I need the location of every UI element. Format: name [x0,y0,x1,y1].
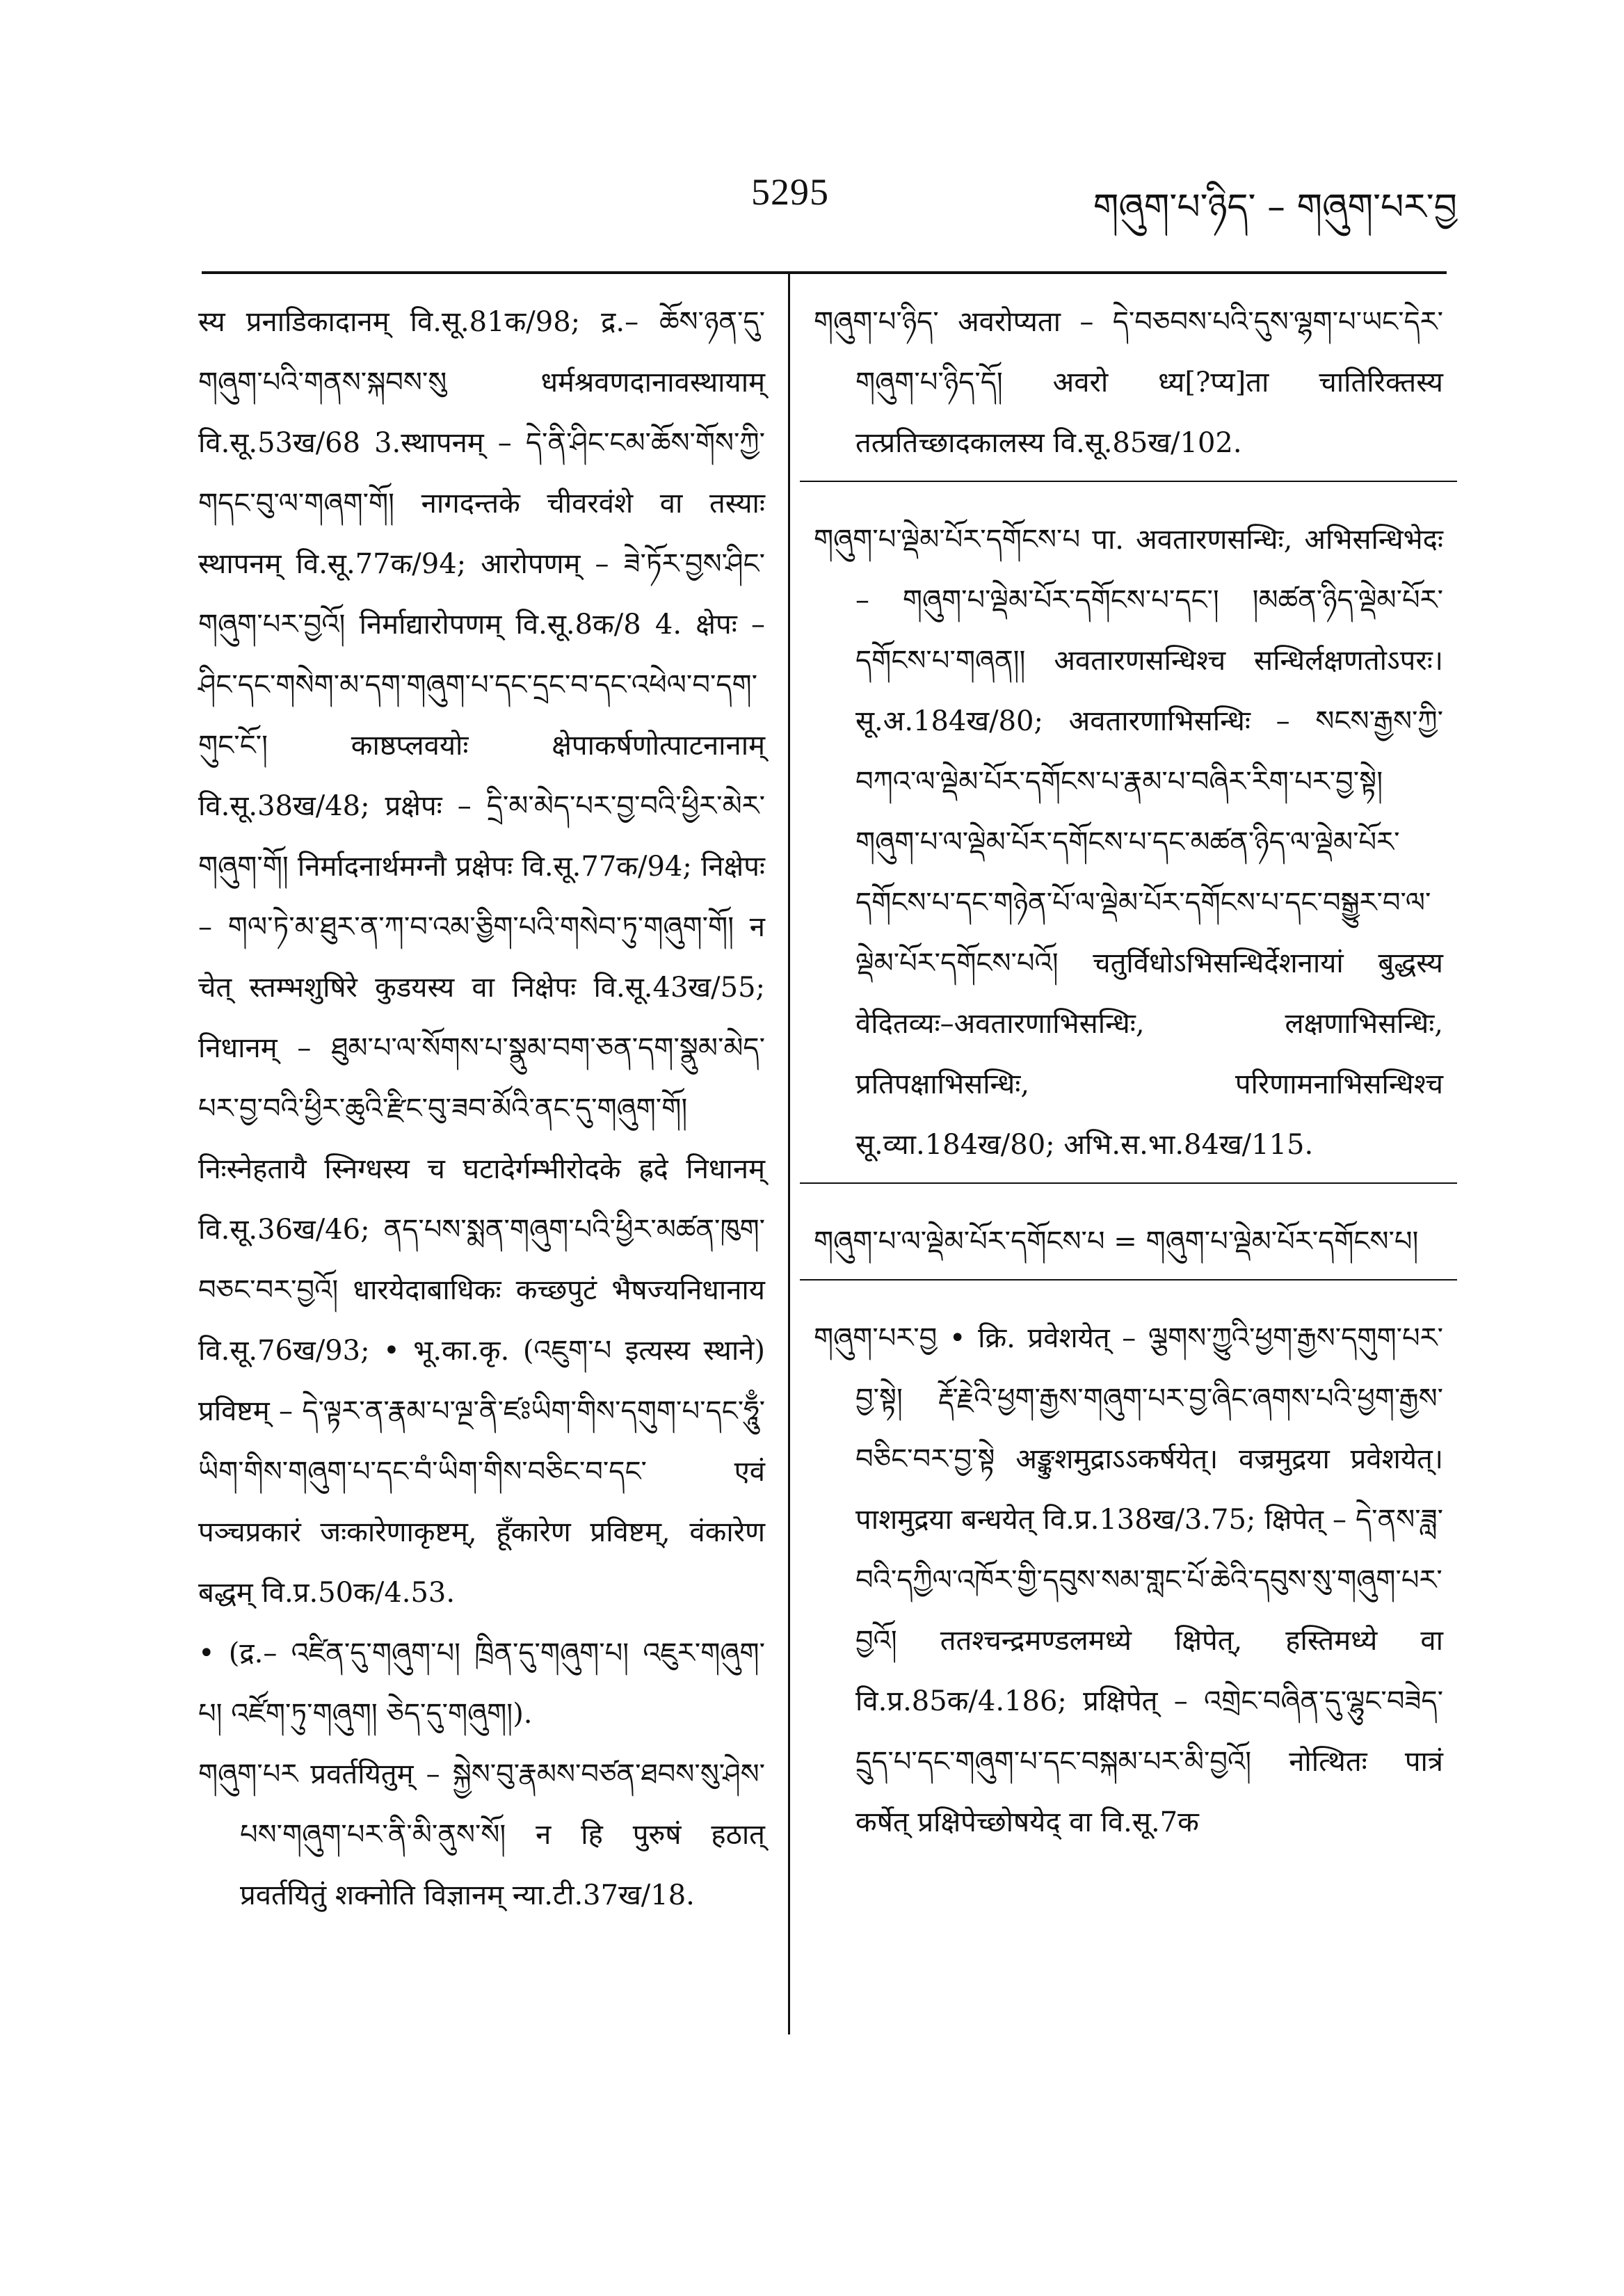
entry-separator [800,1279,1457,1281]
running-head: གཞུག་པ་ཉིད་ – གཞུག་པར་བྱ [1093,186,1457,228]
entry-continued: स्य प्रनाडिकादानम् वि.सू.81क/98; द्र.– ཆོས་ཉན་དུ་གཞུག་པའི་གནས་སྐབས་སུ धर्मश्रवणदानावस्थायाम् वि.सू.53ख/68 3.स्थापनम् – དེ་ནི་ཤིང་ངམ་ཆོས་གོས་ཀྱི་གདང་བུ་ལ་གཞག་གོ། नागदन्तके चीवरवंशे वा तस्याः स्थापनम् वि.सू.77क/94; आरोपणम् – ཟེ་ཏོར་བྱས་ཤིང་གཞུག་པར་བྱའོ། निर्माद्यारोपणम् वि.सू.8क/8 4. क्षेपः – ཤིང་དང་གསེག་མ་དག་གཞུག་པ་དང་དྲང་བ་དང་འཕེལ་བ་དག་གུང་ངོ་། काष्ठप्लवयोः क्षेपाकर्षणोत्पाटनानाम् वि.सू.38ख/48; प्रक्षेपः – དྲི་མ་མེད་པར་བྱ་བའི་ཕྱིར་མེར་གཞུག་གོ། निर्मादनार्थमग्नौ प्रक्षेपः वि.सू.77क/94; निक्षेपः – གལ་ཏེ་མ་ཐུར་ན་ཀ་བ་འམ་ཅྱིག་པའི་གསེབ་ཏུ་གཞུག་གོ། न चेत् स्तम्भशुषिरे कुडयस्य वा निक्षेपः वि.सू.43ख/55; निधानम् – ཐུམ་པ་ལ་སོགས་པ་སྣུམ་བག་ཅན་དག་སྣུམ་མེད་པར་བྱ་བའི་ཕྱིར་ཆུའི་རྫིང་བུ་ཟབ་མོའི་ནང་དུ་གཞུག་གོ། निःस्नेहतायै स्निग्धस्य च घटादेर्गम्भीरोदके ह्रदे निधानम् वि.सू.36ख/46; ནད་པས་སྨན་གཞུག་པའི་ཕྱིར་མཚན་ཁུག་བཅང་བར་བྱའོ། धारयेदाबाधिकः कच्छपुटं भैषज्यनिधानाय वि.सू.76ख/93; • भू.का.कृ. (འཇུག་པ इत्यस्य स्थाने) प्रविष्टम् – དེ་ལྟར་ན་རྣམ་པ་ལྔ་ནི་ཛཿཡིག་གིས་དགུག་པ་དང་ཧཱུྃ་ཡིག་གིས་གཞུག་པ་དང་བཾ་ཡིག་གིས་བཅིང་བ་དང་ एवं पञ्चप्रकारं जःकारेणाकृष्टम्, हूँकारेण प्रविष्टम्, वंकारेण बद्धम् वि.प्र.50क/4.53. [198,306,765,1609]
header-rule [202,271,1447,274]
entry-gzhug-pa-nyid: གཞུག་པ་ཉིད་ अवरोप्यता – དེ་བཅབས་པའི་དུས་ལྷག་པ་ཡང་དེར་གཞུག་པ་ཉིད་དོ། अवरो ध्य[?प्य]ता चातिरिक्तस्य तत्प्रतिच्छादकालस्य वि.सू.85ख/102. [814,306,1443,459]
entry-separator [800,1182,1457,1184]
entry-gzhug-par-bya: གཞུག་པར་བྱ • क्रि. प्रवेशयेत् – ལྕགས་ཀྱུའི་ཕྱག་རྒྱས་དགུག་པར་བྱ་སྟེ། རྡོ་རྗེའི་ཕྱག་རྒྱས་གཞུག་པར་བྱ་ཞིང་ཞགས་པའི་ཕྱག་རྒྱས་བཅིང་བར་བྱ་སྟེ अङ्कुशमुद्राऽऽकर्षयेत्। वज्रमुद्रया प्रवेशयेत्। पाशमुद्रया बन्धयेत् वि.प्र.138ख/3.75; क्षिपेत् – དེ་ནས་ཟླ་བའི་དཀྱིལ་འཁོར་གྱི་དབུས་སམ་གླང་པོ་ཆེའི་དབུས་སུ་གཞུག་པར་བྱའོ། ततश्चन्द्रमण्डलमध्ये क्षिपेत्, हस्तिमध्ये वा वि.प्र.85क/4.186; प्रक्षिपेत् – འགྲེང་བཞིན་དུ་ལྷུང་བཟེད་དྲུད་པ་དང་གཞུག་པ་དང་བསྐམ་པར་མི་བྱའོ། नोत्थितः पात्रं कर्षेत् प्रक्षिपेच्छोषयेद् वा वि.सू.7क [814,1322,1443,1838]
left-column [198,292,765,1926]
entry-gzhug-pa-la-ldem-por: གཞུག་པ་ལ་ལྡེམ་པོར་དགོངས་པ = གཞུག་པ་ལྡེམ་པོར་དགོངས་པ། [814,1226,1419,1258]
column-divider [788,271,790,2034]
entry-separator [800,481,1457,482]
entry-gzhug-par: གཞུག་པར प्रवर्तयितुम् – སྐྱེས་བུ་རྣམས་བཙན་ཐབས་སུ་ཤེས་པས་གཞུག་པར་ནི་མི་ནུས་སོ། न हि पुरुषं हठात् प्रवर्तयितुं शक्नोति विज्ञानम् न्या.टी.37ख/18. [198,1758,765,1911]
right-column [814,292,1443,1853]
entry-gzhug-pa-ldem-por: གཞུག་པ་ལྡེམ་པོར་དགོངས་པ पा. अवतारणसन्धिः, अभिसन्धिभेदः – གཞུག་པ་ལྡེམ་པོར་དགོངས་པ་དང་། །མཚན་ཉིད་ལྡེམ་པོར་དགོངས་པ་གཞན།། अवतारणसन्धिश्च सन्धिर्लक्षणतोऽपरः। सू.अ.184ख/80; अवतारणाभिसन्धिः – སངས་རྒྱས་ཀྱི་བཀའ་ལ་ལྡེམ་པོར་དགོངས་པ་རྣམ་པ་བཞིར་རིག་པར་བྱ་སྟེ། གཞུག་པ་ལ་ལྡེམ་པོར་དགོངས་པ་དང་མཚན་ཉིད་ལ་ལྡེམ་པོར་དགོངས་པ་དང་གཉེན་པོ་ལ་ལྡེམ་པོར་དགོངས་པ་དང་བསྒྱུར་བ་ལ་ལྡེམ་པོར་དགོངས་པའོ། चतुर्विधोऽभिसन्धिर्देशनायां बुद्धस्य वेदितव्यः–अवतारणाभिसन्धिः, लक्षणाभिसन्धिः, प्रतिपक्षाभिसन्धिः, परिणामनाभिसन्धिश्च सू.व्या.184ख/80; अभि.स.भा.84ख/115. [814,524,1443,1161]
page-number: 5295 [751,171,829,213]
entry-cross-reference: • (द्र.– འཛིན་དུ་གཞུག་པ། ཁྲིན་དུ་གཞུག་པ། འཇུར་གཞུག་པ། འཛོག་ཏུ་གཞུག། ཅེད་དུ་གཞུག།). [198,1637,765,1730]
